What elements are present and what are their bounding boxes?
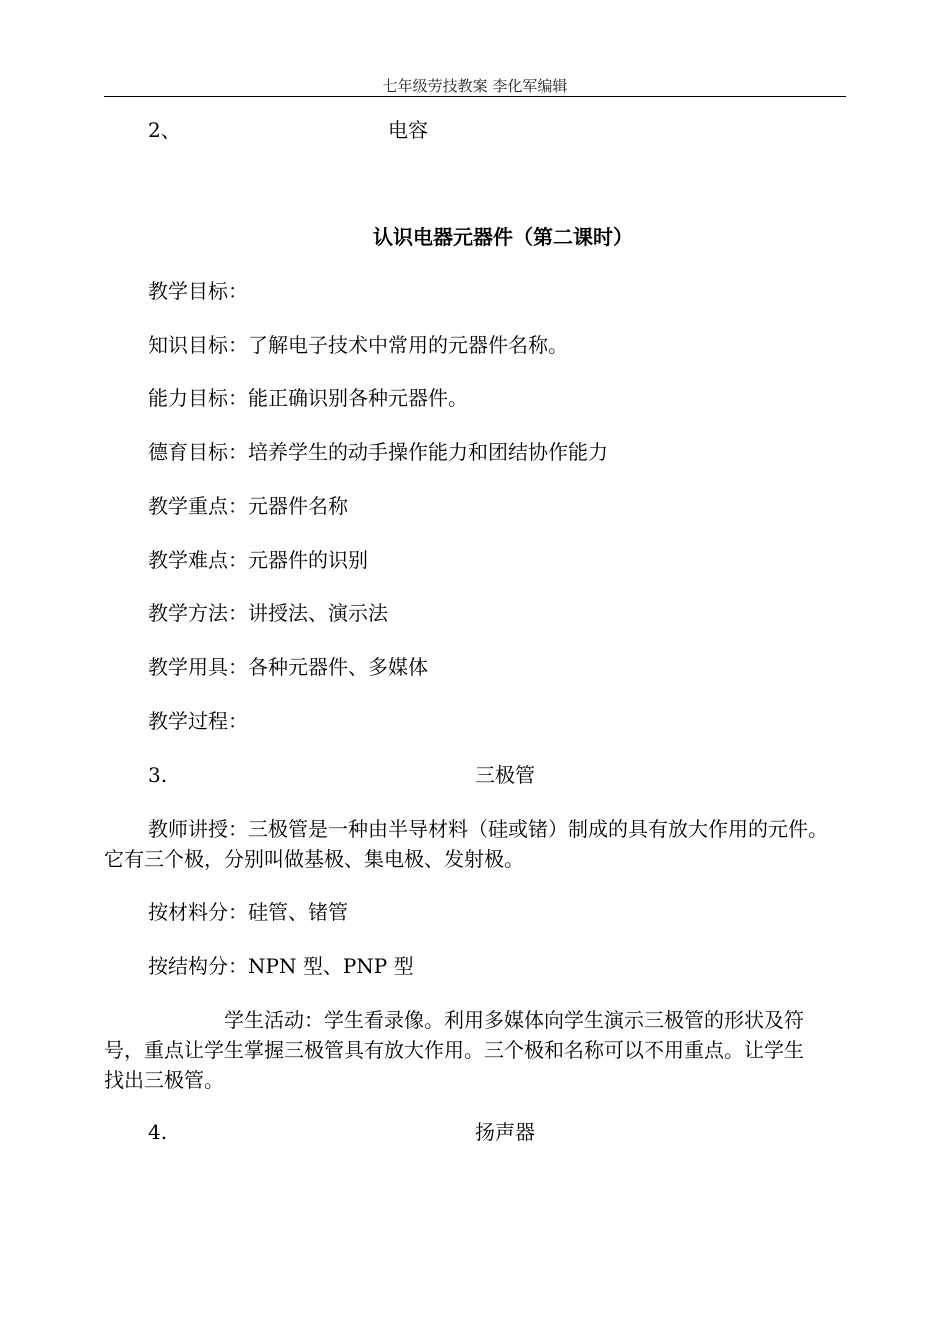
ability-goal: 能力目标：能正确识别各种元器件。 [148,386,468,410]
section-4-title: 扬声器 [475,1120,535,1144]
student-activity-line3: 找出三极管。 [104,1068,224,1092]
knowledge-goal: 知识目标：了解电子技术中常用的元器件名称。 [148,333,568,357]
teaching-tools: 教学用具：各种元器件、多媒体 [148,655,428,679]
page-header: 七年级劳技教案 李化军编辑 [382,77,568,95]
teacher-paragraph-line2: 它有三个极，分别叫做基极、集电极、发射极。 [104,847,524,871]
key-point: 教学重点：元器件名称 [148,494,348,518]
student-activity-line2: 号，重点让学生掌握三极管具有放大作用。三个极和名称可以不用重点。让学生 [104,1038,804,1062]
teaching-method: 教学方法：讲授法、演示法 [148,601,388,625]
teacher-paragraph-line1: 教师讲授：三极管是一种由半导材料（硅或锗）制成的具有放大作用的元件。 [148,817,828,841]
section-3-title: 三极管 [475,763,535,787]
process-label: 教学过程： [148,709,248,733]
by-structure: 按结构分：NPN 型、PNP 型 [148,954,414,978]
moral-goal: 德育目标：培养学生的动手操作能力和团结协作能力 [148,440,608,464]
section-3-number: 3. [148,763,168,787]
by-material: 按材料分：硅管、锗管 [148,900,348,924]
header-divider [104,96,846,97]
difficulty: 教学难点：元器件的识别 [148,548,368,572]
objectives-label: 教学目标： [148,279,248,303]
lesson-title: 认识电器元器件（第二课时） [373,225,633,249]
student-activity-line1: 学生活动：学生看录像。利用多媒体向学生演示三极管的形状及符 [224,1008,804,1032]
section-4-number: 4. [148,1120,168,1144]
section-2-number: 2、 [148,118,181,142]
section-2-title: 电容 [388,118,428,142]
